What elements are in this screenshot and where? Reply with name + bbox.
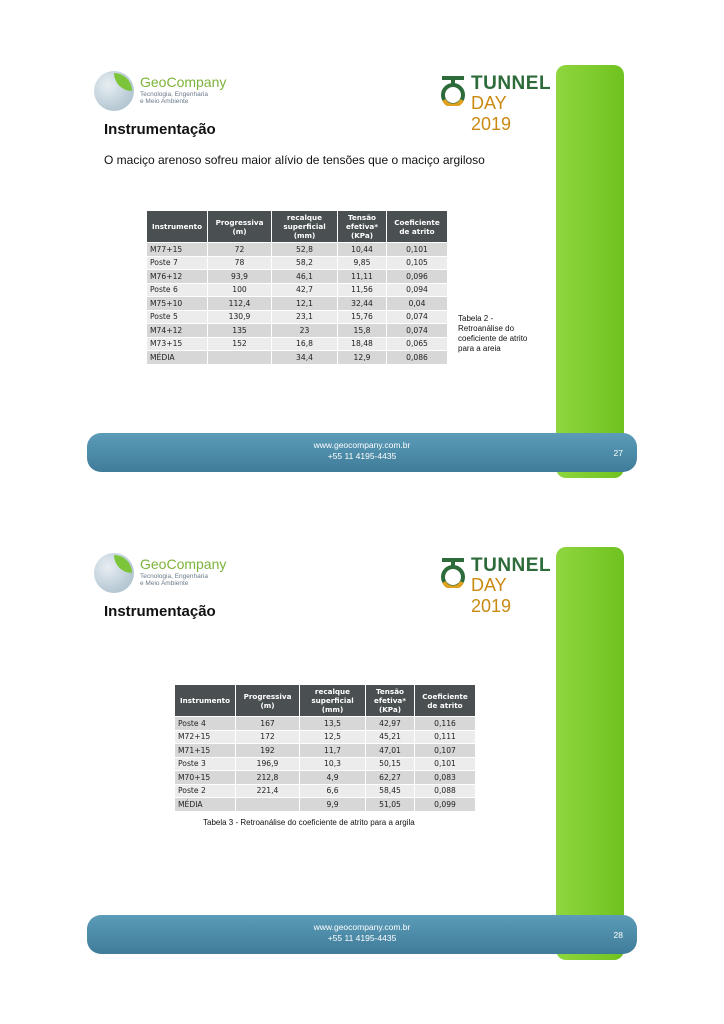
- col-header-instrumento: Instrumento: [175, 685, 236, 717]
- table-row: [147, 243, 448, 257]
- tunnel-day-year: DAY 2019: [471, 93, 512, 134]
- cell-tensao: 10,44: [338, 243, 387, 257]
- cell-recalque: 6,6: [300, 784, 366, 798]
- slide-subtitle: O maciço arenoso sofreu maior alívio de tensões que o maciço argiloso: [104, 153, 485, 167]
- cell-recalque: 11,7: [300, 744, 366, 758]
- table-header-row: [147, 211, 448, 243]
- cell-progressiva: 72: [208, 243, 272, 257]
- cell-progressiva: 100: [208, 283, 272, 297]
- cell-instrumento: M76+12: [147, 270, 208, 284]
- col-header-coeficiente: Coeficiente de atrito: [415, 685, 476, 717]
- logo-name: GeoCompany: [140, 74, 227, 90]
- footer-bar: [87, 433, 637, 472]
- col-header-coeficiente: Coeficiente de atrito: [387, 211, 448, 243]
- data-table-areia: [146, 210, 448, 365]
- table-row-media: [147, 351, 448, 365]
- table-header-row: [175, 685, 476, 717]
- cell-recalque: 9,9: [300, 798, 366, 812]
- table-row: [175, 757, 476, 771]
- logo-tagline-line1: Tecnologia, Engenharia: [140, 91, 208, 98]
- cell-recalque: 10,3: [300, 757, 366, 771]
- cell-recalque: 52,8: [272, 243, 338, 257]
- cell-progressiva: 152: [208, 337, 272, 351]
- col-header-progressiva: Progressiva (m): [236, 685, 300, 717]
- cell-instrumento: M70+15: [175, 771, 236, 785]
- cell-tensao: 12,9: [338, 351, 387, 365]
- footer-url: www.geocompany.com.br: [313, 922, 411, 932]
- col-header-recalque: recalque superficial (mm): [300, 685, 366, 717]
- cell-recalque: 16,8: [272, 337, 338, 351]
- cell-instrumento: M77+15: [147, 243, 208, 257]
- cell-instrumento: M72+15: [175, 730, 236, 744]
- footer-phone: +55 11 4195-4435: [327, 933, 397, 943]
- cell-coeficiente: 0,088: [415, 784, 476, 798]
- tunnel-mark-icon: [440, 76, 466, 106]
- slide-title: Instrumentação: [104, 603, 216, 620]
- cell-progressiva: 112,4: [208, 297, 272, 311]
- data-table-argila: [174, 684, 476, 812]
- logo-tagline-line2: e Meio Ambiente: [140, 98, 189, 105]
- logo-tagline: [140, 573, 208, 587]
- table-row: [175, 744, 476, 758]
- cell-progressiva: 135: [208, 324, 272, 338]
- cell-coeficiente: 0,074: [387, 324, 448, 338]
- cell-instrumento: M75+10: [147, 297, 208, 311]
- table-row: [175, 730, 476, 744]
- cell-tensao: 15,8: [338, 324, 387, 338]
- tunnel-word: TUNNEL: [471, 555, 552, 576]
- table-row: [147, 297, 448, 311]
- col-header-tensao: Tensão efetiva* (KPa): [366, 685, 415, 717]
- cell-progressiva: 93,9: [208, 270, 272, 284]
- table-row: [147, 337, 448, 351]
- cell-coeficiente: 0,116: [415, 717, 476, 731]
- cell-coeficiente: 0,086: [387, 351, 448, 365]
- col-header-progressiva: Progressiva (m): [208, 211, 272, 243]
- cell-instrumento: MÉDIA: [147, 351, 208, 365]
- cell-instrumento: Poste 2: [175, 784, 236, 798]
- table-row-media: [175, 798, 476, 812]
- cell-instrumento: M73+15: [147, 337, 208, 351]
- cell-progressiva: 212,8: [236, 771, 300, 785]
- cell-tensao: 42,97: [366, 717, 415, 731]
- footer-url: www.geocompany.com.br: [313, 440, 411, 450]
- table-row: [175, 784, 476, 798]
- cell-instrumento: Poste 6: [147, 283, 208, 297]
- cell-tensao: 18,48: [338, 337, 387, 351]
- cell-recalque: 23: [272, 324, 338, 338]
- cell-tensao: 11,11: [338, 270, 387, 284]
- cell-tensao: 15,76: [338, 310, 387, 324]
- cell-instrumento: M74+12: [147, 324, 208, 338]
- slide-28: [0, 540, 724, 960]
- cell-tensao: 45,21: [366, 730, 415, 744]
- cell-progressiva: 192: [236, 744, 300, 758]
- table-row: [147, 310, 448, 324]
- tunnel-word: TUNNEL: [471, 73, 552, 94]
- table-caption: Tabela 2 - Retroanálise do coeficiente de atrito para a areia: [458, 314, 528, 353]
- logo-tagline-line2: e Meio Ambiente: [140, 580, 189, 587]
- cell-progressiva: 172: [236, 730, 300, 744]
- tunnel-day-year: DAY 2019: [471, 575, 512, 616]
- cell-coeficiente: 0,074: [387, 310, 448, 324]
- cell-coeficiente: 0,105: [387, 256, 448, 270]
- col-header-tensao: Tensão efetiva* (KPa): [338, 211, 387, 243]
- col-header-recalque: recalque superficial (mm): [272, 211, 338, 243]
- cell-coeficiente: 0,099: [415, 798, 476, 812]
- geocompany-logo: [94, 69, 234, 113]
- cell-instrumento: MÉDIA: [175, 798, 236, 812]
- cell-tensao: 62,27: [366, 771, 415, 785]
- table-row: [147, 256, 448, 270]
- cell-progressiva: [208, 351, 272, 365]
- tunnel-day-logo: [440, 72, 552, 134]
- cell-recalque: 23,1: [272, 310, 338, 324]
- cell-recalque: 58,2: [272, 256, 338, 270]
- geocompany-logo: [94, 551, 234, 595]
- cell-instrumento: M71+15: [175, 744, 236, 758]
- tunnel-day-logo: [440, 554, 552, 616]
- cell-tensao: 11,56: [338, 283, 387, 297]
- cell-progressiva: 196,9: [236, 757, 300, 771]
- cell-progressiva: [236, 798, 300, 812]
- slide-title: Instrumentação: [104, 121, 216, 138]
- footer-bar: [87, 915, 637, 954]
- footer-phone: +55 11 4195-4435: [327, 451, 397, 461]
- cell-instrumento: Poste 5: [147, 310, 208, 324]
- cell-tensao: 58,45: [366, 784, 415, 798]
- cell-progressiva: 167: [236, 717, 300, 731]
- table-row: [147, 324, 448, 338]
- table-row: [147, 270, 448, 284]
- col-header-instrumento: Instrumento: [147, 211, 208, 243]
- cell-instrumento: Poste 4: [175, 717, 236, 731]
- cell-tensao: 9,85: [338, 256, 387, 270]
- cell-recalque: 42,7: [272, 283, 338, 297]
- cell-tensao: 47,01: [366, 744, 415, 758]
- cell-recalque: 12,1: [272, 297, 338, 311]
- table-row: [175, 717, 476, 731]
- cell-instrumento: Poste 7: [147, 256, 208, 270]
- tunnel-mark-icon: [440, 558, 466, 588]
- logo-tagline-line1: Tecnologia, Engenharia: [140, 573, 208, 580]
- cell-coeficiente: 0,083: [415, 771, 476, 785]
- table-row: [175, 771, 476, 785]
- cell-coeficiente: 0,101: [415, 757, 476, 771]
- green-side-bar: [556, 65, 624, 478]
- cell-recalque: 12,5: [300, 730, 366, 744]
- cell-coeficiente: 0,04: [387, 297, 448, 311]
- cell-coeficiente: 0,065: [387, 337, 448, 351]
- table-row: [147, 283, 448, 297]
- cell-progressiva: 130,9: [208, 310, 272, 324]
- cell-tensao: 51,05: [366, 798, 415, 812]
- cell-tensao: 50,15: [366, 757, 415, 771]
- cell-coeficiente: 0,111: [415, 730, 476, 744]
- cell-recalque: 13,5: [300, 717, 366, 731]
- page-number: 28: [613, 930, 623, 940]
- cell-recalque: 34,4: [272, 351, 338, 365]
- logo-tagline: [140, 91, 208, 105]
- cell-instrumento: Poste 3: [175, 757, 236, 771]
- page-number: 27: [613, 448, 623, 458]
- cell-coeficiente: 0,096: [387, 270, 448, 284]
- cell-coeficiente: 0,101: [387, 243, 448, 257]
- cell-recalque: 4,9: [300, 771, 366, 785]
- cell-recalque: 46,1: [272, 270, 338, 284]
- logo-name: GeoCompany: [140, 556, 227, 572]
- slide-27: [0, 58, 724, 478]
- green-side-bar: [556, 547, 624, 960]
- cell-progressiva: 221,4: [236, 784, 300, 798]
- cell-tensao: 32,44: [338, 297, 387, 311]
- cell-coeficiente: 0,107: [415, 744, 476, 758]
- cell-progressiva: 78: [208, 256, 272, 270]
- cell-coeficiente: 0,094: [387, 283, 448, 297]
- table-caption: Tabela 3 - Retroanálise do coeficiente de atrito para a argila: [203, 818, 415, 827]
